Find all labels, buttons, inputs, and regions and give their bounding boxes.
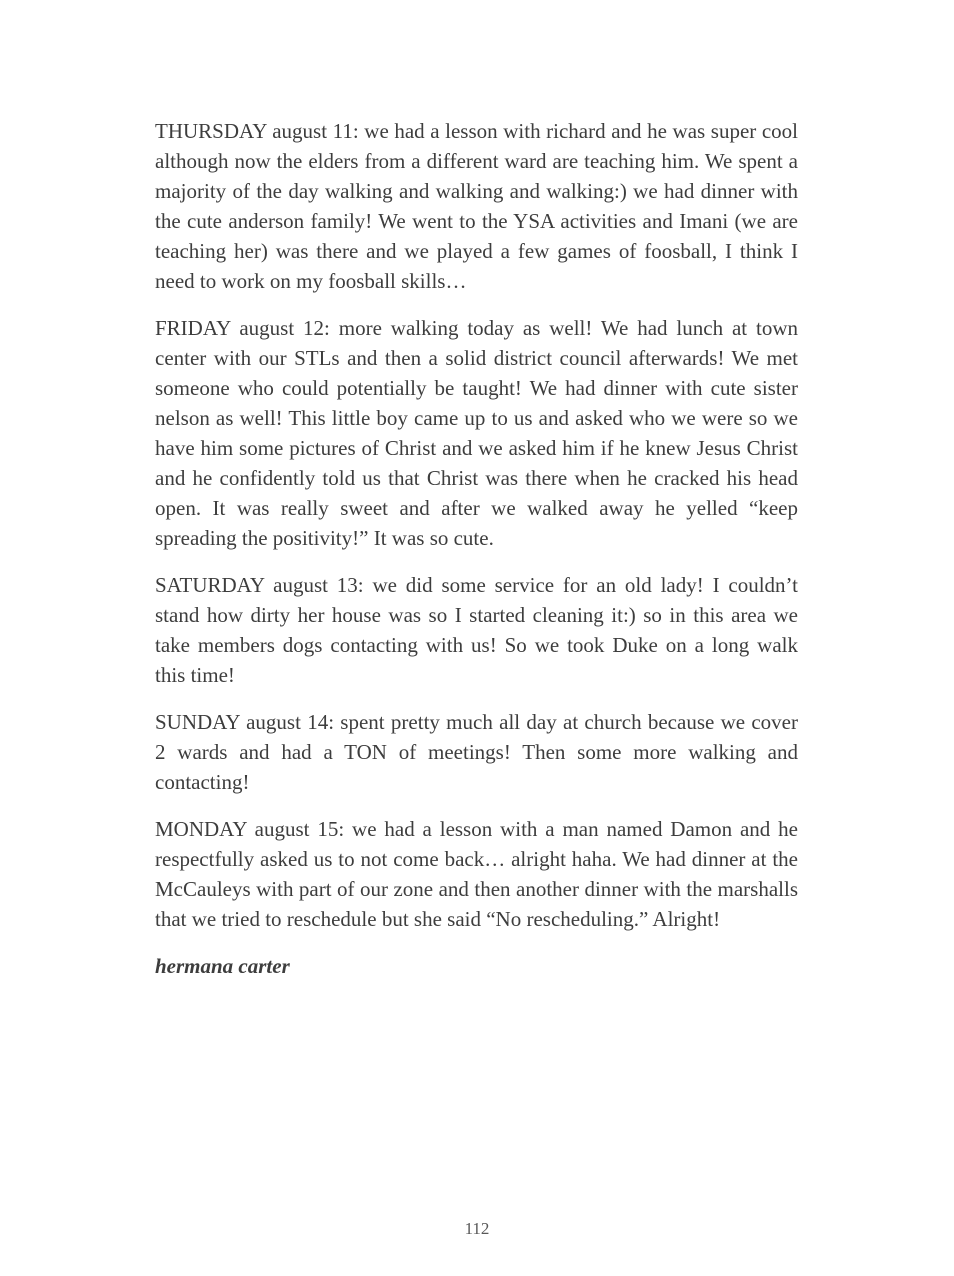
paragraph-monday-aug-15: MONDAY august 15: we had a lesson with a man named Damon and he respectfully asked us to not come back… alright haha. We had dinner at the McCauleys with part of our zone and then another dinner with the marshalls that we tried to reschedule but she said “No rescheduling.” Alright! xyxy=(155,817,798,931)
page-number: 112 xyxy=(464,1219,490,1238)
paragraph-saturday-aug-13: SATURDAY august 13: we did some service for an old lady! I couldn’t stand how dirty her house was so I started cleaning it:) so in this area we take members dogs contacting with us! So we took Duke on a long walk this time! xyxy=(155,573,798,687)
journal-text-block xyxy=(155,116,798,981)
signature-hermana-carter: hermana carter xyxy=(155,954,290,978)
paragraph-thursday-aug-11: THURSDAY august 11: we had a lesson with richard and he was super cool although now the elders from a different ward are teaching him. We spent a majority of the day walking and walking and walking:) we had dinner with the cute anderson family! We went to the YSA activities and Imani (we are teaching her) was there and we played a few games of foosball, I think I need to work on my foosball skills… xyxy=(155,119,798,293)
paragraph-sunday-aug-14: SUNDAY august 14: spent pretty much all day at church because we cover 2 wards and had a TON of meetings! Then some more walking and contacting! xyxy=(155,710,798,794)
paragraph-friday-aug-12: FRIDAY august 12: more walking today as well! We had lunch at town center with our STLs and then a solid district council afterwards! We met someone who could potentially be taught! We had dinner with cute sister nelson as well! This little boy came up to us and asked who we were so we have him some pictures of Christ and we asked him if he knew Jesus Christ and he confidently told us that Christ was there when he cracked his head open. It was really sweet and after we walked away he yelled “keep spreading the positivity!” It was so cute. xyxy=(155,316,798,550)
